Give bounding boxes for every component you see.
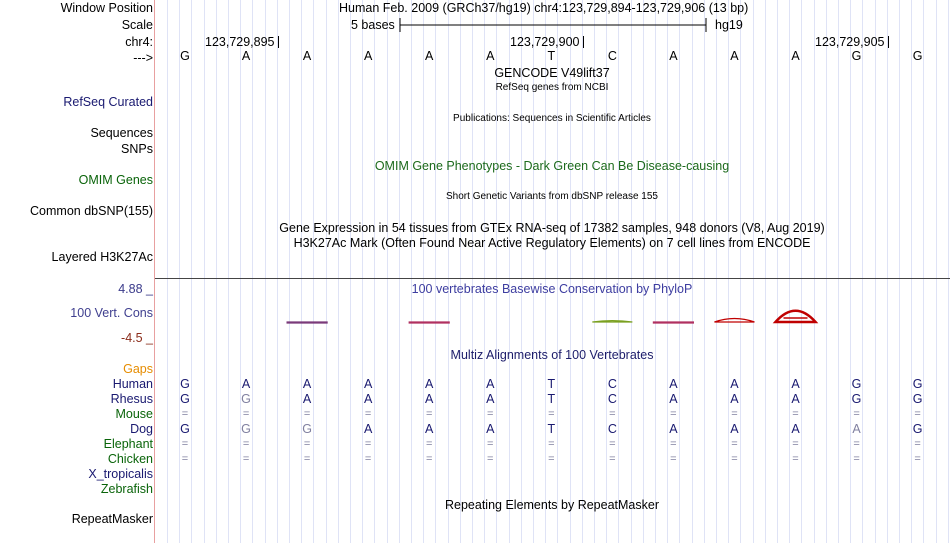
grid-line (362, 0, 363, 543)
alignment-base: = (914, 408, 921, 420)
alignment-base: G (912, 392, 923, 406)
coord-tick-mark-3 (888, 36, 889, 48)
alignment-base: = (914, 438, 921, 450)
alignment-base: A (791, 377, 800, 391)
phylop-score-mark (714, 319, 754, 323)
track-label-100-vert-cons[interactable]: 100 Vert. Cons (70, 306, 153, 320)
alignment-base: G (241, 392, 251, 406)
alignment-base: A (852, 422, 861, 436)
alignment-base: = (303, 408, 311, 420)
grid-line (301, 0, 302, 543)
sequence-base: A (425, 49, 434, 63)
grid-line (228, 0, 229, 543)
alignment-base: = (914, 453, 921, 465)
publications-track-title: Publications: Sequences in Scientific Articles (453, 113, 651, 124)
alignment-base: A (302, 377, 312, 391)
grid-line (887, 0, 888, 543)
multiz-track-title: Multiz Alignments of 100 Vertebrates (450, 348, 654, 362)
grid-line (423, 0, 424, 543)
alignment-base: = (181, 438, 189, 450)
grid-line (850, 0, 851, 543)
alignment-base: A (730, 377, 739, 391)
species-label-rhesus[interactable]: Rhesus (110, 392, 153, 406)
grid-line (289, 0, 290, 543)
sequence-base: A (486, 49, 495, 63)
sequence-base: A (730, 49, 739, 63)
alignment-base: = (425, 453, 433, 465)
grid-line (667, 0, 668, 543)
alignment-base: = (487, 453, 494, 465)
alignment-base: = (792, 453, 799, 465)
track-label-gaps[interactable]: Gaps (123, 362, 153, 376)
coord-tick-mark-2 (583, 36, 584, 48)
grid-line (789, 0, 790, 543)
grid-line (862, 0, 863, 543)
conservation-max-label: 4.88 _ (118, 282, 153, 296)
alignment-base: A (425, 392, 434, 406)
alignment-base: = (853, 453, 860, 465)
dbsnp-track-title: Short Genetic Variants from dbSNP release 155 (446, 191, 658, 202)
grid-line (252, 0, 253, 543)
grid-line (350, 0, 351, 543)
alignment-base: = (181, 408, 189, 420)
window-position-value: Human Feb. 2009 (GRCh37/hg19) chr4:123,729,894-123,729,906 (13 bp) (339, 1, 749, 15)
alignment-base: = (853, 438, 860, 450)
gtex-track-title: Gene Expression in 54 tissues from GTEx RNA-seq of 17382 samples, 948 donors (V8, Aug 2019) (279, 221, 825, 235)
grid-line (704, 0, 705, 543)
phylop-score-mark (653, 322, 693, 323)
alignment-base: A (425, 422, 434, 436)
alignment-base: A (363, 392, 373, 406)
grid-line (826, 0, 827, 543)
phylop-score-mark (776, 311, 816, 322)
alignment-base: G (912, 377, 923, 391)
grid-line (460, 0, 461, 543)
track-label-common-dbsnp[interactable]: Common dbSNP(155) (30, 204, 153, 218)
grid-line (838, 0, 839, 543)
grid-line (814, 0, 815, 543)
alignment-base: A (363, 422, 373, 436)
alignment-base: A (730, 422, 739, 436)
track-label-repeatmasker[interactable]: RepeatMasker (71, 512, 153, 526)
window-position-label: Window Position (60, 1, 153, 15)
grid-line (716, 0, 717, 543)
alignment-base: = (487, 408, 494, 420)
alignment-base: A (486, 422, 495, 436)
alignment-base: = (487, 438, 494, 450)
alignment-base: G (851, 392, 862, 406)
species-label-mouse[interactable]: Mouse (115, 407, 153, 421)
grid-line (618, 0, 619, 543)
grid-line (338, 0, 339, 543)
coord-tick-mark-1 (278, 36, 279, 48)
alignment-base: C (607, 377, 617, 391)
phylop-score-mark (592, 321, 632, 322)
alignment-base: = (670, 408, 677, 420)
sequence-base: A (791, 49, 800, 63)
alignment-base: = (548, 408, 555, 420)
grid-line (631, 0, 632, 543)
track-label-sequences[interactable]: Sequences (90, 126, 153, 140)
repeatmasker-track-title: Repeating Elements by RepeatMasker (444, 498, 660, 512)
grid-line (740, 0, 741, 543)
alignment-base: C (607, 422, 617, 436)
sequence-base: G (180, 49, 190, 63)
alignment-base: = (792, 438, 799, 450)
track-label-snps[interactable]: SNPs (121, 142, 153, 156)
conservation-min-label: -4.5 _ (121, 331, 153, 345)
scale-assembly: hg19 (715, 18, 743, 32)
alignment-base: = (548, 438, 555, 450)
track-label-layered-h3k27ac[interactable]: Layered H3K27Ac (51, 250, 153, 264)
sequence-base: A (669, 49, 678, 63)
species-label-dog[interactable]: Dog (130, 422, 153, 436)
phylop-track-title: 100 vertebrates Basewise Conservation by PhyloP (411, 282, 693, 296)
alignment-base: = (425, 408, 433, 420)
track-label-omim-genes[interactable]: OMIM Genes (78, 173, 153, 187)
alignment-base: A (486, 377, 495, 391)
grid-line (765, 0, 766, 543)
grid-line (777, 0, 778, 543)
grid-line (875, 0, 876, 543)
grid-line (191, 0, 192, 543)
alignment-base: = (425, 438, 433, 450)
grid-line (179, 0, 180, 543)
alignment-base: A (669, 392, 678, 406)
coord-tick-1: 123,729,895 (205, 35, 275, 49)
species-label-elephant[interactable]: Elephant (103, 437, 153, 451)
alignment-base: = (364, 438, 372, 450)
sequence-base: C (607, 49, 617, 63)
alignment-base: = (609, 408, 616, 420)
refseq-track-title: RefSeq genes from NCBI (495, 82, 609, 93)
coord-tick-2: 123,729,900 (510, 35, 580, 49)
sequence-base: G (851, 49, 862, 63)
alignment-base: G (912, 422, 923, 436)
alignment-base: A (669, 377, 678, 391)
alignment-base: = (670, 438, 677, 450)
grid-line (240, 0, 241, 543)
species-label-zebrafish[interactable]: Zebrafish (100, 482, 153, 496)
alignment-base: G (180, 377, 190, 391)
track-group-separator (155, 278, 950, 279)
alignment-base: = (364, 453, 372, 465)
phylop-score-mark (287, 322, 327, 323)
sequence-base: G (912, 49, 923, 63)
grid-line (753, 0, 754, 543)
alignment-base: T (547, 422, 556, 436)
grid-line (326, 0, 327, 543)
alignment-base: G (180, 422, 190, 436)
species-label-human[interactable]: Human (112, 377, 153, 391)
grid-line (387, 0, 388, 543)
grid-line (911, 0, 912, 543)
alignment-base: C (607, 392, 617, 406)
gencode-track-title: GENCODE V49lift37 (494, 66, 610, 80)
grid-line (801, 0, 802, 543)
species-label-x-tropicalis[interactable]: X_tropicalis (88, 467, 153, 481)
grid-line (216, 0, 217, 543)
alignment-base: = (242, 408, 250, 420)
alignment-base: T (547, 377, 556, 391)
alignment-base: A (791, 422, 800, 436)
alignment-base: = (242, 438, 250, 450)
grid-line (411, 0, 412, 543)
alignment-base: T (547, 392, 556, 406)
scale-label: Scale (121, 18, 153, 32)
grid-line (435, 0, 436, 543)
grid-line (313, 0, 314, 543)
alignment-base: G (302, 422, 312, 436)
alignment-base: A (302, 392, 312, 406)
alignment-base: A (363, 377, 373, 391)
strand-label[interactable]: ---> (133, 51, 153, 65)
grid-line (923, 0, 924, 543)
grid-line (448, 0, 449, 543)
alignment-base: = (181, 453, 189, 465)
alignment-base: A (241, 377, 251, 391)
phylop-plot (155, 290, 950, 340)
sequence-base: A (363, 49, 373, 63)
grid-line (399, 0, 400, 543)
alignment-base: G (851, 377, 862, 391)
grid-line (643, 0, 644, 543)
sequence-base: A (302, 49, 312, 63)
alignment-base: A (730, 392, 739, 406)
grid-line (472, 0, 473, 543)
grid-line (728, 0, 729, 543)
alignment-base: = (303, 438, 311, 450)
sequence-base: T (547, 49, 556, 63)
alignment-base: = (364, 408, 372, 420)
phylop-score-mark (409, 322, 449, 323)
scale-bar-text: 5 bases (351, 18, 395, 32)
chr-label: chr4: (125, 35, 153, 49)
alignment-base: = (731, 408, 738, 420)
alignment-base: = (609, 453, 616, 465)
alignment-base: A (425, 377, 434, 391)
grid-line (277, 0, 278, 543)
alignment-base: = (609, 438, 616, 450)
alignment-base: = (548, 453, 555, 465)
grid-line (204, 0, 205, 543)
alignment-base: A (486, 392, 495, 406)
grid-line (936, 0, 937, 543)
grid-line (167, 0, 168, 543)
h3k27ac-track-title: H3K27Ac Mark (Often Found Near Active Regulatory Elements) on 7 cell lines from ENCODE (293, 236, 811, 250)
grid-line (374, 0, 375, 543)
sequence-base: A (241, 49, 251, 63)
track-label-refseq-curated[interactable]: RefSeq Curated (63, 95, 153, 109)
grid-line (899, 0, 900, 543)
alignment-base: = (853, 408, 860, 420)
grid-line (692, 0, 693, 543)
alignment-base: = (303, 453, 311, 465)
alignment-base: G (180, 392, 190, 406)
grid-line (484, 0, 485, 543)
alignment-base: G (241, 422, 251, 436)
alignment-base: = (670, 453, 677, 465)
scale-bar (398, 16, 710, 34)
omim-track-title: OMIM Gene Phenotypes - Dark Green Can Be Disease-causing (374, 159, 730, 173)
alignment-base: = (242, 453, 250, 465)
alignment-base: = (731, 438, 738, 450)
grid-line (679, 0, 680, 543)
label-column-border (154, 0, 155, 543)
coord-tick-3: 123,729,905 (815, 35, 885, 49)
alignment-base: A (669, 422, 678, 436)
grid-line (265, 0, 266, 543)
species-label-chicken[interactable]: Chicken (107, 452, 153, 466)
alignment-base: A (791, 392, 800, 406)
alignment-base: = (731, 453, 738, 465)
grid-line (948, 0, 949, 543)
grid-line (655, 0, 656, 543)
alignment-base: = (792, 408, 799, 420)
